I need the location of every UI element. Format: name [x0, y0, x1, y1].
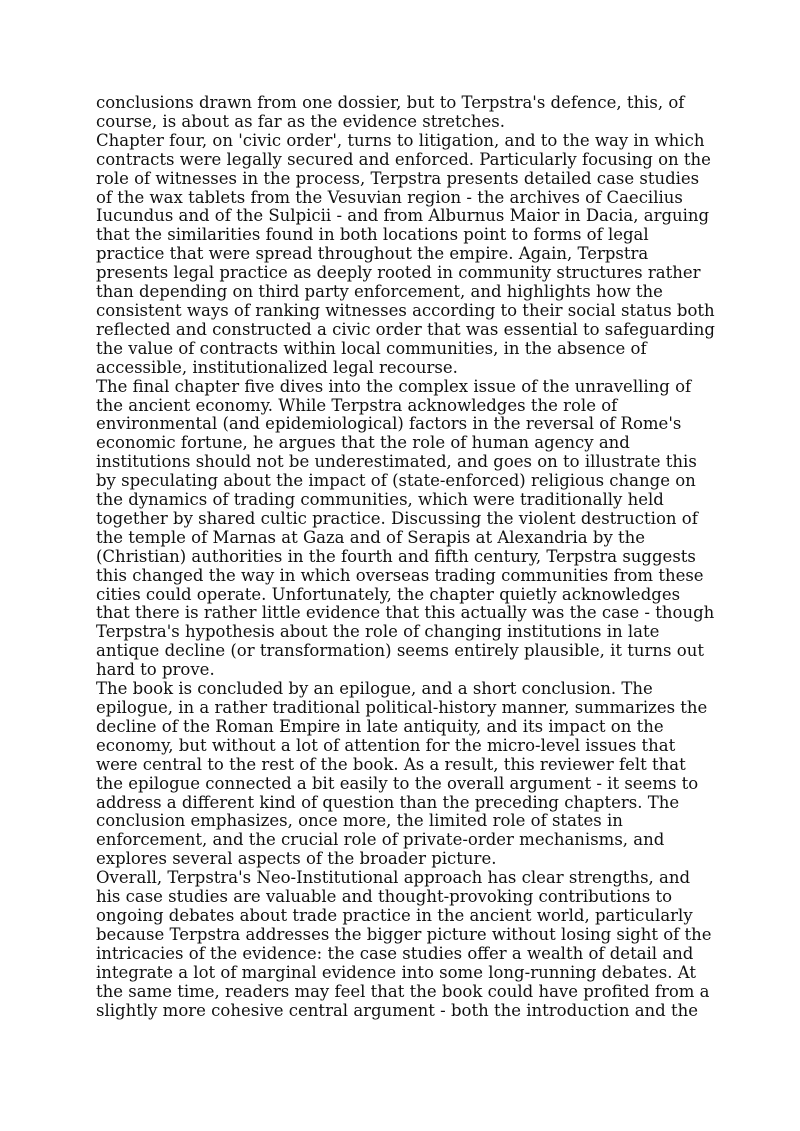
text-line: intricacies of the evidence: the case studies offer a wealth of detail and [96, 943, 694, 963]
text-line: cities could operate. Unfortunately, the chapter quietly acknowledges [96, 584, 681, 604]
text-line: The final chapter five dives into the complex issue of the unravelling of [96, 376, 692, 396]
text-line: The book is concluded by an epilogue, and a short conclusion. The [96, 679, 653, 699]
text-line: economic fortune, he argues that the role of human agency and [96, 433, 630, 453]
text-line: Terpstra's hypothesis about the role of changing institutions in late [96, 622, 660, 642]
text-line: accessible, institutionalized legal recourse. [96, 357, 458, 377]
paragraph [96, 378, 716, 681]
text-line: together by shared cultic practice. Discussing the violent destruction of [96, 508, 698, 528]
text-line: address a different kind of question than the preceding chapters. The [96, 792, 680, 812]
text-line: his case studies are valuable and thought-provoking contributions to [96, 887, 673, 907]
text-line: role of witnesses in the process, Terpstra presents detailed case studies [96, 168, 700, 188]
text-line: conclusions drawn from one dossier, but to Terpstra's defence, this, of [96, 93, 685, 112]
text-line: institutions should not be underestimated, and goes on to illustrate this [96, 452, 697, 472]
paragraph [96, 94, 716, 132]
text-line: the temple of Marnas at Gaza and of Serapis at Alexandria by the [96, 527, 646, 547]
text-line: (Christian) authorities in the fourth and fifth century, Terpstra suggests [96, 546, 696, 566]
text-line: reflected and constructed a civic order that was essential to safeguarding [96, 319, 715, 339]
text-line: the value of contracts within local communities, in the absence of [96, 338, 647, 358]
paragraph [96, 869, 716, 1020]
text-line: Chapter four, on 'civic order', turns to litigation, and to the way in which [96, 130, 705, 150]
text-line: enforcement, and the crucial role of private-order mechanisms, and [96, 830, 665, 850]
text-line: hard to prove. [96, 660, 215, 680]
paragraph [96, 132, 716, 378]
text-line: the epilogue connected a bit easily to the overall argument - it seems to [96, 773, 699, 793]
text-line: Iucundus and of the Sulpicii - and from Alburnus Maior in Dacia, arguing [96, 206, 710, 226]
text-line: decline of the Roman Empire in late antiquity, and its impact on the [96, 716, 664, 736]
text-line: conclusion emphasizes, once more, the limited role of states in [96, 811, 623, 831]
text-line: ongoing debates about trade practice in the ancient world, particularly [96, 905, 693, 925]
text-line: presents legal practice as deeply rooted in community structures rather [96, 263, 701, 283]
text-line: because Terpstra addresses the bigger picture without losing sight of the [96, 924, 712, 944]
text-line: integrate a lot of marginal evidence into some long-running debates. At [96, 962, 697, 982]
text-line: economy, but without a lot of attention for the micro-level issues that [96, 735, 676, 755]
text-line: that the similarities found in both locations point to forms of legal [96, 225, 649, 245]
text-line: that there is rather little evidence that this actually was the case - though [96, 603, 715, 623]
text-line: contracts were legally secured and enforced. Particularly focusing on the [96, 149, 711, 169]
text-line: this changed the way in which overseas trading communities from these [96, 565, 704, 585]
text-line: practice that were spread throughout the empire. Again, Terpstra [96, 244, 649, 264]
text-line: than depending on third party enforcement, and highlights how the [96, 282, 663, 302]
paragraph [96, 680, 716, 869]
document-body [96, 94, 716, 1020]
text-line: slightly more cohesive central argument - both the introduction and the [96, 1000, 699, 1020]
text-line: epilogue, in a rather traditional political-history manner, summarizes the [96, 698, 708, 717]
text-line: Overall, Terpstra's Neo-Institutional approach has clear strengths, and [96, 868, 691, 888]
text-line: the same time, readers may feel that the book could have profited from a [96, 981, 710, 1001]
text-line: consistent ways of ranking witnesses according to their social status both [96, 300, 715, 320]
text-line: antique decline (or transformation) seems entirely plausible, it turns out [96, 641, 704, 661]
text-line: course, is about as far as the evidence stretches. [96, 111, 505, 131]
text-line: the ancient economy. While Terpstra acknowledges the role of [96, 395, 618, 415]
text-line: of the wax tablets from the Vesuvian region - the archives of Caecilius [96, 187, 683, 207]
text-line: by speculating about the impact of (state-enforced) religious change on [96, 471, 696, 491]
text-line: the dynamics of trading communities, which were traditionally held [96, 490, 664, 510]
text-line: were central to the rest of the book. As a result, this reviewer felt that [96, 754, 686, 774]
text-line: explores several aspects of the broader picture. [96, 849, 497, 869]
text-line: environmental (and epidemiological) factors in the reversal of Rome's [96, 414, 682, 434]
